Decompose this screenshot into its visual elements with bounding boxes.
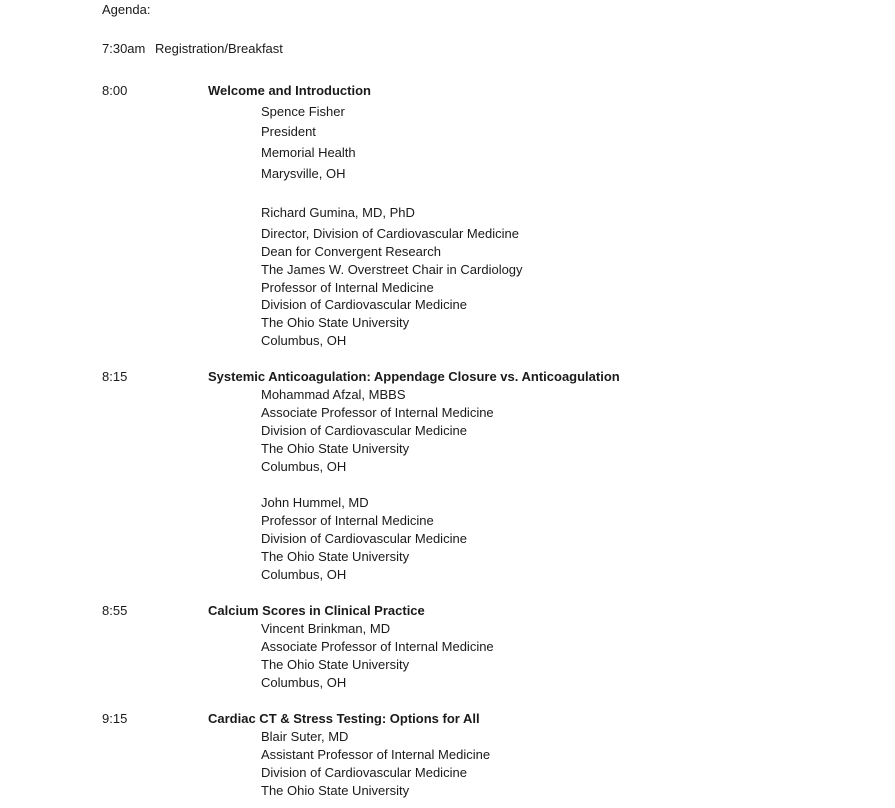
speaker-line: The Ohio State University — [261, 657, 410, 672]
session-time: 8:15 — [102, 369, 128, 384]
session-time: 9:15 — [102, 711, 128, 726]
session-time: 8:55 — [102, 603, 128, 618]
registration-time: 7:30am — [102, 41, 146, 56]
speaker-line: Dean for Convergent Research — [261, 244, 441, 259]
speaker-line: President — [261, 124, 316, 139]
speaker-name: Mohammad Afzal, MBBS — [261, 387, 406, 402]
speaker-line: Division of Cardiovascular Medicine — [261, 531, 467, 546]
session-title: Calcium Scores in Clinical Practice — [208, 603, 425, 618]
speaker-line: The James W. Overstreet Chair in Cardiology — [261, 262, 523, 277]
speaker-line: Columbus, OH — [261, 675, 347, 690]
speaker-line: Assistant Professor of Internal Medicine — [261, 747, 491, 762]
session-title: Welcome and Introduction — [208, 83, 371, 98]
speaker-line: Division of Cardiovascular Medicine — [261, 765, 467, 780]
speaker-line: Professor of Internal Medicine — [261, 280, 434, 295]
speaker-line: Associate Professor of Internal Medicine — [261, 405, 494, 420]
speaker-line: The Ohio State University — [261, 441, 410, 456]
speaker-line: Director, Division of Cardiovascular Medicine — [261, 226, 519, 241]
speaker-line: Columbus, OH — [261, 459, 347, 474]
agenda-heading: Agenda: — [102, 2, 151, 17]
speaker-name: Vincent Brinkman, MD — [261, 621, 391, 636]
speaker-line: Division of Cardiovascular Medicine — [261, 423, 467, 438]
session-title: Cardiac CT & Stress Testing: Options for All — [208, 711, 480, 726]
speaker-line: The Ohio State University — [261, 783, 410, 798]
speaker-name: Spence Fisher — [261, 104, 345, 119]
speaker-line: Professor of Internal Medicine — [261, 513, 434, 528]
speaker-line: Columbus, OH — [261, 333, 347, 348]
speaker-name: John Hummel, MD — [261, 495, 369, 510]
speaker-line: Division of Cardiovascular Medicine — [261, 297, 467, 312]
speaker-name: Richard Gumina, MD, PhD — [261, 205, 415, 220]
speaker-line: The Ohio State University — [261, 315, 410, 330]
speaker-line: Columbus, OH — [261, 567, 347, 582]
registration-label: Registration/Breakfast — [155, 41, 283, 56]
speaker-line: Marysville, OH — [261, 166, 346, 181]
speaker-line: Associate Professor of Internal Medicine — [261, 639, 494, 654]
session-time: 8:00 — [102, 83, 128, 98]
speaker-line: The Ohio State University — [261, 549, 410, 564]
session-title: Systemic Anticoagulation: Appendage Closure vs. Anticoagulation — [208, 369, 620, 384]
speaker-line: Memorial Health — [261, 145, 356, 160]
speaker-name: Blair Suter, MD — [261, 729, 349, 744]
